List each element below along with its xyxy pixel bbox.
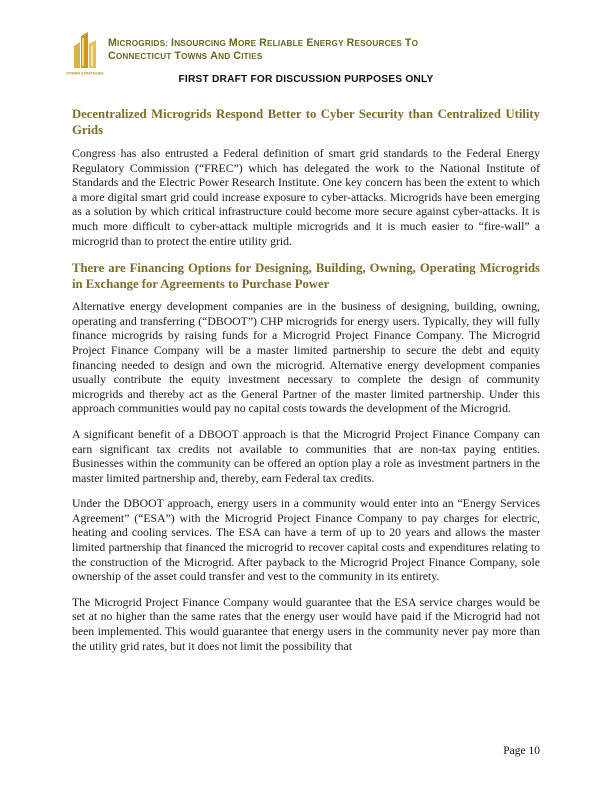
document-header-title bbox=[108, 37, 508, 63]
body-paragraph: The Microgrid Project Finance Company would guarantee that the ESA service charges would be set at no higher than the same rates that the energy user would have paid if the Microgrid had not been implemented. This would guarantee that energy users in the community never pay more than the utility grid rates, but it does not limit the possibility that bbox=[72, 595, 540, 653]
company-logo bbox=[66, 32, 104, 78]
header-title-line-1: MICROGRIDS: INSOURCING MORE RELIABLE ENERGY RESOURCES TO bbox=[108, 37, 419, 49]
body-paragraph: Under the DBOOT approach, energy users in a community would enter into an “Energy Services Agreement” (“ESA”) with the Microgrid Project Finance Company to pay charges for electric, heating and cooling services. The ESA can have a term of up to 20 years and allows the master limited partnership that financed the microgrid to recover capital costs and expenditures relating to the construction of the Microgrid. After payback to the Microgrid Project Finance Company, sole ownership of the asset could transfer and vest to the community in its entirety. bbox=[72, 497, 540, 584]
body-paragraph: Congress has also entrusted a Federal definition of smart grid standards to the Federal Energy Regulatory Commission (“FREC”) which has delegated the work to the National Institute of Standards and the Electric Power Research Institute. One key concern has been the extent to which a more digital smart grid could increase exposure to cyber-attacks. Microgrids have been emerging as a solution by which critical infrastructure could become more secure against cyber-attacks. It is much more difficult to cyber-attack multiple microgrids and it is much easier to “fire-wall” a microgrid than to protect the entire utility grid. bbox=[72, 147, 540, 248]
logo-text: POWER STRATEGIES bbox=[66, 71, 104, 76]
page-content bbox=[72, 106, 540, 665]
section-heading: Decentralized Microgrids Respond Better to Cyber Security than Centralized Utility Grids bbox=[72, 107, 540, 137]
section-heading: There are Financing Options for Designing, Building, Owning, Operating Microgrids in Exchange for Agreements to Purchase Power bbox=[72, 261, 540, 292]
section-financing-options bbox=[72, 260, 540, 654]
section-cyber-security bbox=[72, 106, 540, 249]
body-paragraph: Alternative energy development companies are in the business of designing, building, owning, operating and transferring (“DBOOT”) CHP microgrids for energy users. Typically, they will fully finance microgrids by raising funds for a Microgrid Project Finance Company. The Microgrid Project Finance Company will be a master limited partnership to secure the debt and equity financing needed to design and own the microgrid. Alternative energy development companies usually contribute the equity investment necessary to complete the design of community microgrids and thereby act as the General Partner of the master limited partnership. Under this approach communities would pay no capital costs towards the development of the Microgrid. bbox=[72, 300, 540, 416]
draft-notice: FIRST DRAFT FOR DISCUSSION PURPOSES ONLY bbox=[178, 74, 434, 85]
body-paragraph: A significant benefit of a DBOOT approach is that the Microgrid Project Finance Company can earn significant tax credits not available to communities that are non-tax paying entities. Businesses within the community can be offered an option play a role as investment partners in the master limited partnership and, thereby, earn Federal tax credits. bbox=[72, 427, 540, 485]
page-number: Page 10 bbox=[503, 745, 540, 757]
header-title-line-2: CONNECTICUT TOWNS AND CITIES bbox=[108, 50, 263, 62]
